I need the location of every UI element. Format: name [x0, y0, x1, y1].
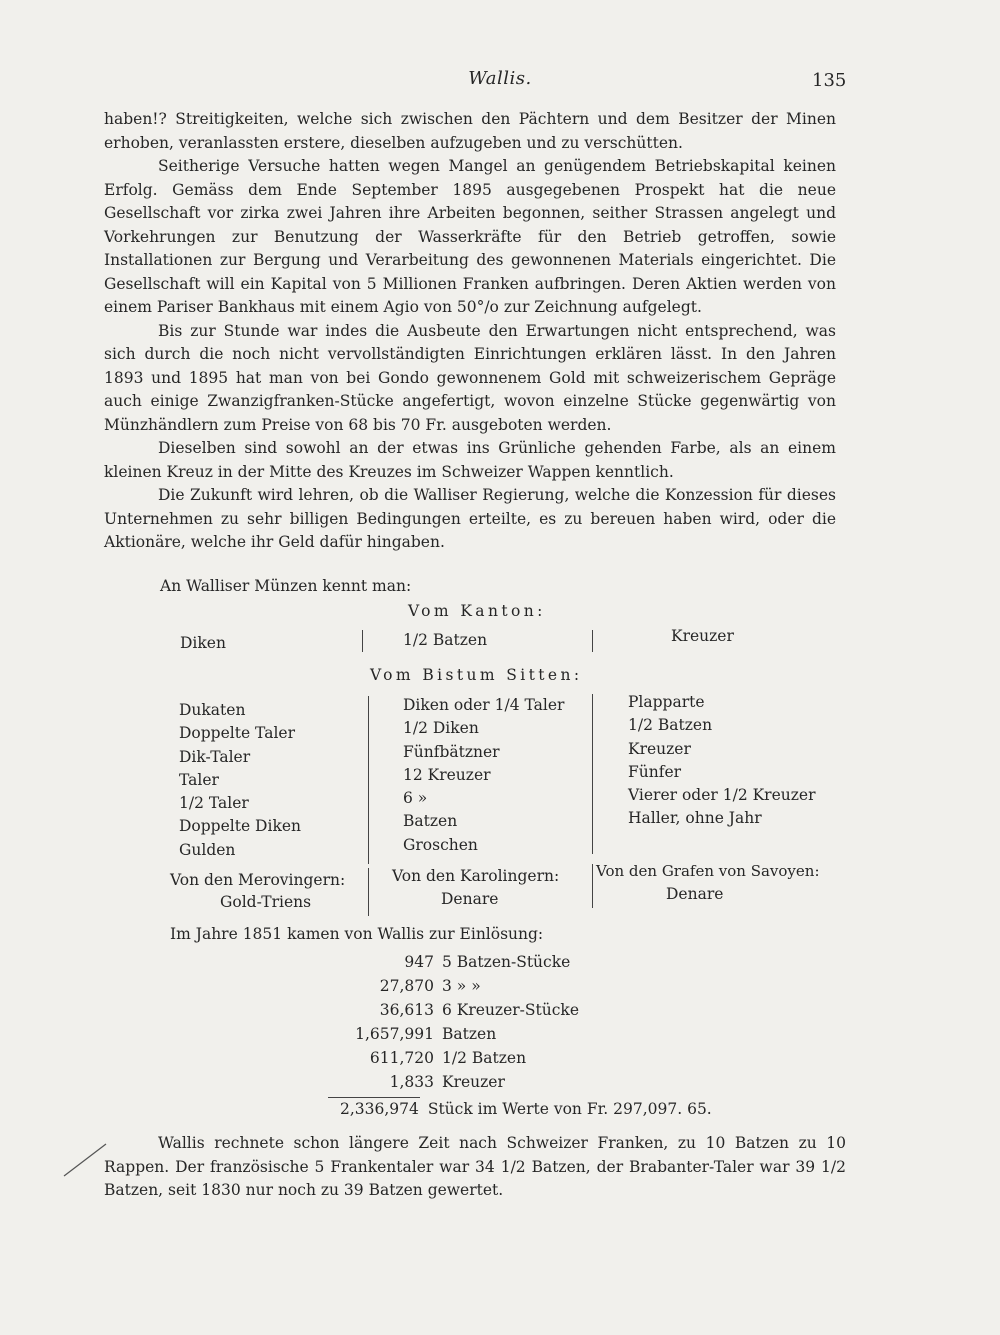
redemption-total-text: Stück im Werte von Fr. 297,097. 65.: [427, 1100, 712, 1118]
kanton-col1: Diken: [180, 634, 226, 652]
merovingian-heading: Von den Merovingern:: [170, 871, 346, 889]
redemption-item: 3 » »: [442, 977, 481, 995]
paragraph-4: Dieselben sind sowohl an der etwas ins Grünliche gehenden Farbe, als an einem kleinen Kreuz in der Mitte des Kreuzes im Schweizer Wappen kenntlich.: [104, 439, 836, 481]
bistum-col2-item: 12 Kreuzer: [403, 765, 491, 784]
bistum-col2-item: 1/2 Diken: [403, 719, 479, 738]
bistum-col1-item: 1/2 Taler: [179, 794, 249, 813]
bistum-heading: Vom Bistum Sitten:: [370, 666, 583, 684]
redemption-count: 36,613: [379, 1001, 434, 1019]
bistum-col2-item: Batzen: [403, 812, 458, 831]
bistum-col3-item: 1/2 Batzen: [628, 716, 713, 735]
redemption-row: [318, 974, 618, 998]
redemption-row: [318, 1022, 618, 1046]
redemption-row: [318, 1070, 618, 1094]
others-divider-left: [368, 868, 369, 916]
kanton-col3: Kreuzer: [671, 627, 734, 645]
kanton-col2: 1/2 Batzen: [403, 631, 488, 649]
bistum-col1-item: Dik-Taler: [179, 747, 251, 766]
paragraph-3: Bis zur Stunde war indes die Ausbeute den Erwartungen nicht entsprechend, was sich durch die noch nicht vervollständigten Einrichtungen erklären lässt. In den Jahren 1893 und 1895 hat man von bei Gondo gewonnenem Gold mit schweizerischem Gepräge auch einige Zwanzigfranken-Stücke angefertigt, wovon einzelne Stücke gegenwärtig von Münzhändlern zum Preise von 68 bis 70 Fr. ausgeboten werden.: [104, 321, 836, 434]
redemption-row: [318, 950, 618, 974]
carolingian-heading: Von den Karolingern:: [392, 867, 560, 885]
redemption-item: 6 Kreuzer-Stücke: [442, 1001, 579, 1019]
bistum-col3-item: Fünfer: [628, 762, 682, 781]
bistum-divider-left: [368, 696, 369, 864]
bistum-col3-item: Kreuzer: [628, 739, 691, 758]
body-text-bottom: [104, 1132, 846, 1203]
redemption-table: [318, 950, 618, 1094]
closing-paragraph: Wallis rechnete schon längere Zeit nach Schweizer Franken, zu 10 Batzen zu 10 Rappen. Der französische 5 Frankentaler war 34 1/2 Batzen, der Brabanter-Taler war 39 1/2 Batzen, seit 1830 nur noch zu 39 Batzen gewertet.: [104, 1134, 846, 1199]
merovingian-item: Gold-Triens: [220, 893, 312, 911]
paragraph-5: Die Zukunft wird lehren, ob die Walliser Regierung, welche die Konzession für dieses Unternehmen zu sehr billigen Bedingungen erteilte, es zu bereuen haben wird, oder die Aktionäre, welche ihr Geld dafür hingaben.: [104, 486, 836, 551]
paragraph-2: Seitherige Versuche hatten wegen Mangel an genügendem Betriebskapital keinen Erfolg. Gemäss dem Ende September 1895 ausgegebenen Prospekt hat die neue Gesellschaft vor zirka zwei Jahren ihre Arbeiten begonnen, seither Strassen angelegt und Vorkehrungen zur Benutzung der Wasserkräfte für den Betrieb getroffen, sowie Installationen zur Bergung und Verarbeitung des gewonnenen Materials eingerichtet. Die Gesellschaft will ein Kapital von 5 Millionen Franken aufbringen. Deren Aktien werden von einem Pariser Bankhaus mit einem Agio von 50°/o zur Zeichnung aufgelegt.: [104, 157, 836, 316]
redemption-item: Batzen: [442, 1025, 497, 1043]
redemption-item: 5 Batzen-Stücke: [442, 953, 571, 971]
running-header-title: Wallis.: [468, 68, 532, 89]
redemption-intro: Im Jahre 1851 kamen von Wallis zur Einlösung:: [170, 925, 544, 943]
bistum-col1-item: Doppelte Taler: [179, 724, 295, 743]
paragraph-1: haben!? Streitigkeiten, welche sich zwischen den Pächtern und dem Besitzer der Minen erhoben, veranlassten erstere, dieselben aufzugeben und zu verschütten.: [104, 110, 836, 152]
bistum-col1: [179, 699, 301, 862]
redemption-row: [318, 1046, 618, 1070]
bistum-col2-item: Diken oder 1/4 Taler: [403, 696, 565, 714]
bistum-col3-item: Vierer oder 1/2 Kreuzer: [628, 786, 816, 805]
carolingian-item: Denare: [441, 890, 499, 908]
kanton-divider-left: [362, 630, 363, 652]
body-text-top: [104, 108, 836, 555]
savoy-item: Denare: [666, 885, 724, 903]
redemption-count: 27,870: [379, 977, 434, 995]
bistum-col3-item: Plapparte: [628, 693, 705, 711]
bistum-col1-item: Doppelte Diken: [179, 817, 301, 836]
coins-intro: An Walliser Münzen kennt man:: [160, 577, 412, 595]
bistum-col1-item: Dukaten: [179, 701, 246, 719]
bistum-col1-item: Taler: [179, 770, 219, 789]
redemption-count: 947: [404, 953, 434, 971]
bistum-col2-item: Fünfbätzner: [403, 742, 500, 761]
redemption-total-count: 2,336,974: [340, 1100, 419, 1118]
redemption-count: 1,657,991: [355, 1025, 434, 1043]
redemption-count: 1,833: [389, 1073, 434, 1091]
bistum-col2-item: 6 »: [403, 789, 428, 808]
bistum-col2-item: Groschen: [403, 835, 478, 854]
redemption-item: Kreuzer: [442, 1073, 505, 1091]
redemption-count: 611,720: [369, 1049, 434, 1067]
bistum-col2: [403, 694, 564, 857]
sum-rule: [328, 1097, 420, 1098]
savoy-heading: Von den Grafen von Savoyen:: [596, 862, 820, 880]
redemption-row: [318, 998, 618, 1022]
kanton-divider-right: [592, 630, 593, 652]
bistum-col3: [628, 691, 816, 831]
redemption-total: [340, 1100, 712, 1118]
bistum-col3-item: Haller, ohne Jahr: [628, 809, 762, 828]
bistum-col1-item: Gulden: [179, 840, 236, 859]
page-number: 135: [812, 70, 847, 91]
pencil-mark-icon: [60, 1140, 110, 1180]
redemption-item: 1/2 Batzen: [442, 1049, 527, 1067]
others-divider-right: [592, 864, 593, 908]
bistum-divider-right: [592, 694, 593, 854]
kanton-heading: Vom Kanton:: [408, 602, 546, 620]
